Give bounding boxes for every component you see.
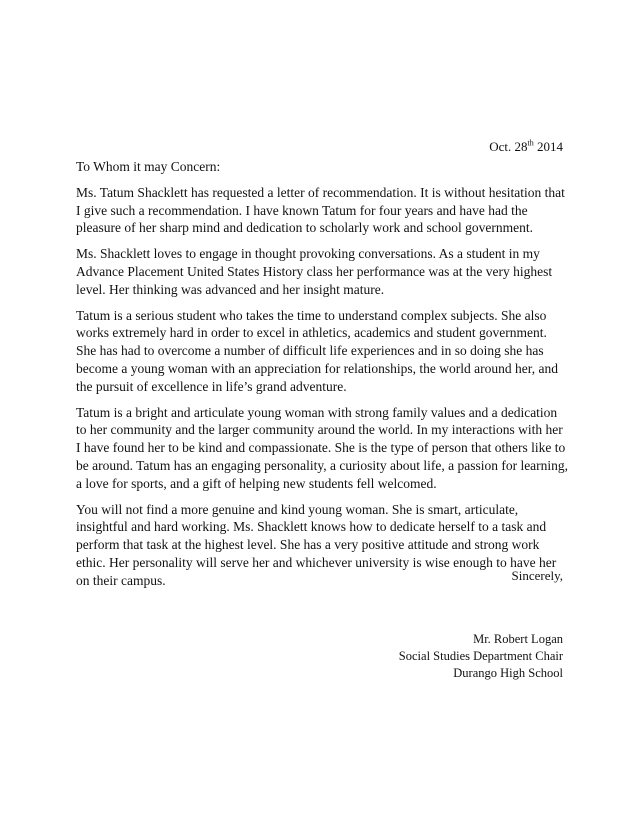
- signer-school: Durango High School: [453, 666, 563, 680]
- signer-title: Social Studies Department Chair: [398, 649, 563, 663]
- paragraph-history-class: Ms. Shacklett loves to engage in thought provoking conversations. As a student in my Advance Placement United States History class her performance was at the very highest level. Her thinking was advanced and her insight mature.: [76, 246, 553, 297]
- paragraph-conclusion: You will not find a more genuine and kind young woman. She is smart, articulate, insightful and hard working. Ms. Shacklett knows how to dedicate herself to a task and perform that task at the highest level. She has a very positive attitude and strong work ethic. Her personality will serve her and whichever university is wise enough to have her on their campus.: [76, 501, 557, 588]
- signer-name: Mr. Robert Logan: [473, 632, 563, 646]
- letter-date: [489, 139, 563, 155]
- salutation: To Whom it may Concern:: [76, 159, 221, 174]
- date-month-day: Oct. 28: [489, 139, 528, 154]
- date-ordinal-suffix: th: [527, 138, 534, 148]
- signature-block: [399, 631, 563, 682]
- letter-body: [76, 158, 570, 598]
- closing: Sincerely,: [511, 568, 563, 583]
- paragraph-serious-student: Tatum is a serious student who takes the time to understand complex subjects. She also works extremely hard in order to excel in athletics, academics and student government. She has had to overcome a number of difficult life experiences and in so doing she has become a young woman with an appreciation for relationships, the world around her, and the pursuit of excellence in life’s grand adventure.: [76, 307, 558, 394]
- paragraph-character: Tatum is a bright and articulate young woman with strong family values and a dedication to her community and the larger community around the world. In my interactions with her I have found her to be kind and compassionate. She is the type of person that others like to be around. Tatum has an engaging personality, a curiosity about life, a passion for learning, a love for sports, and a gift of helping new students fell welcomed.: [76, 404, 569, 491]
- date-year: 2014: [533, 139, 563, 154]
- paragraph-introduction: Ms. Tatum Shacklett has requested a letter of recommendation. It is without hesitation that I give such a recommendation. I have known Tatum for four years and have had the pleasure of her sharp mind and dedication to scholarly work and school government.: [76, 184, 565, 236]
